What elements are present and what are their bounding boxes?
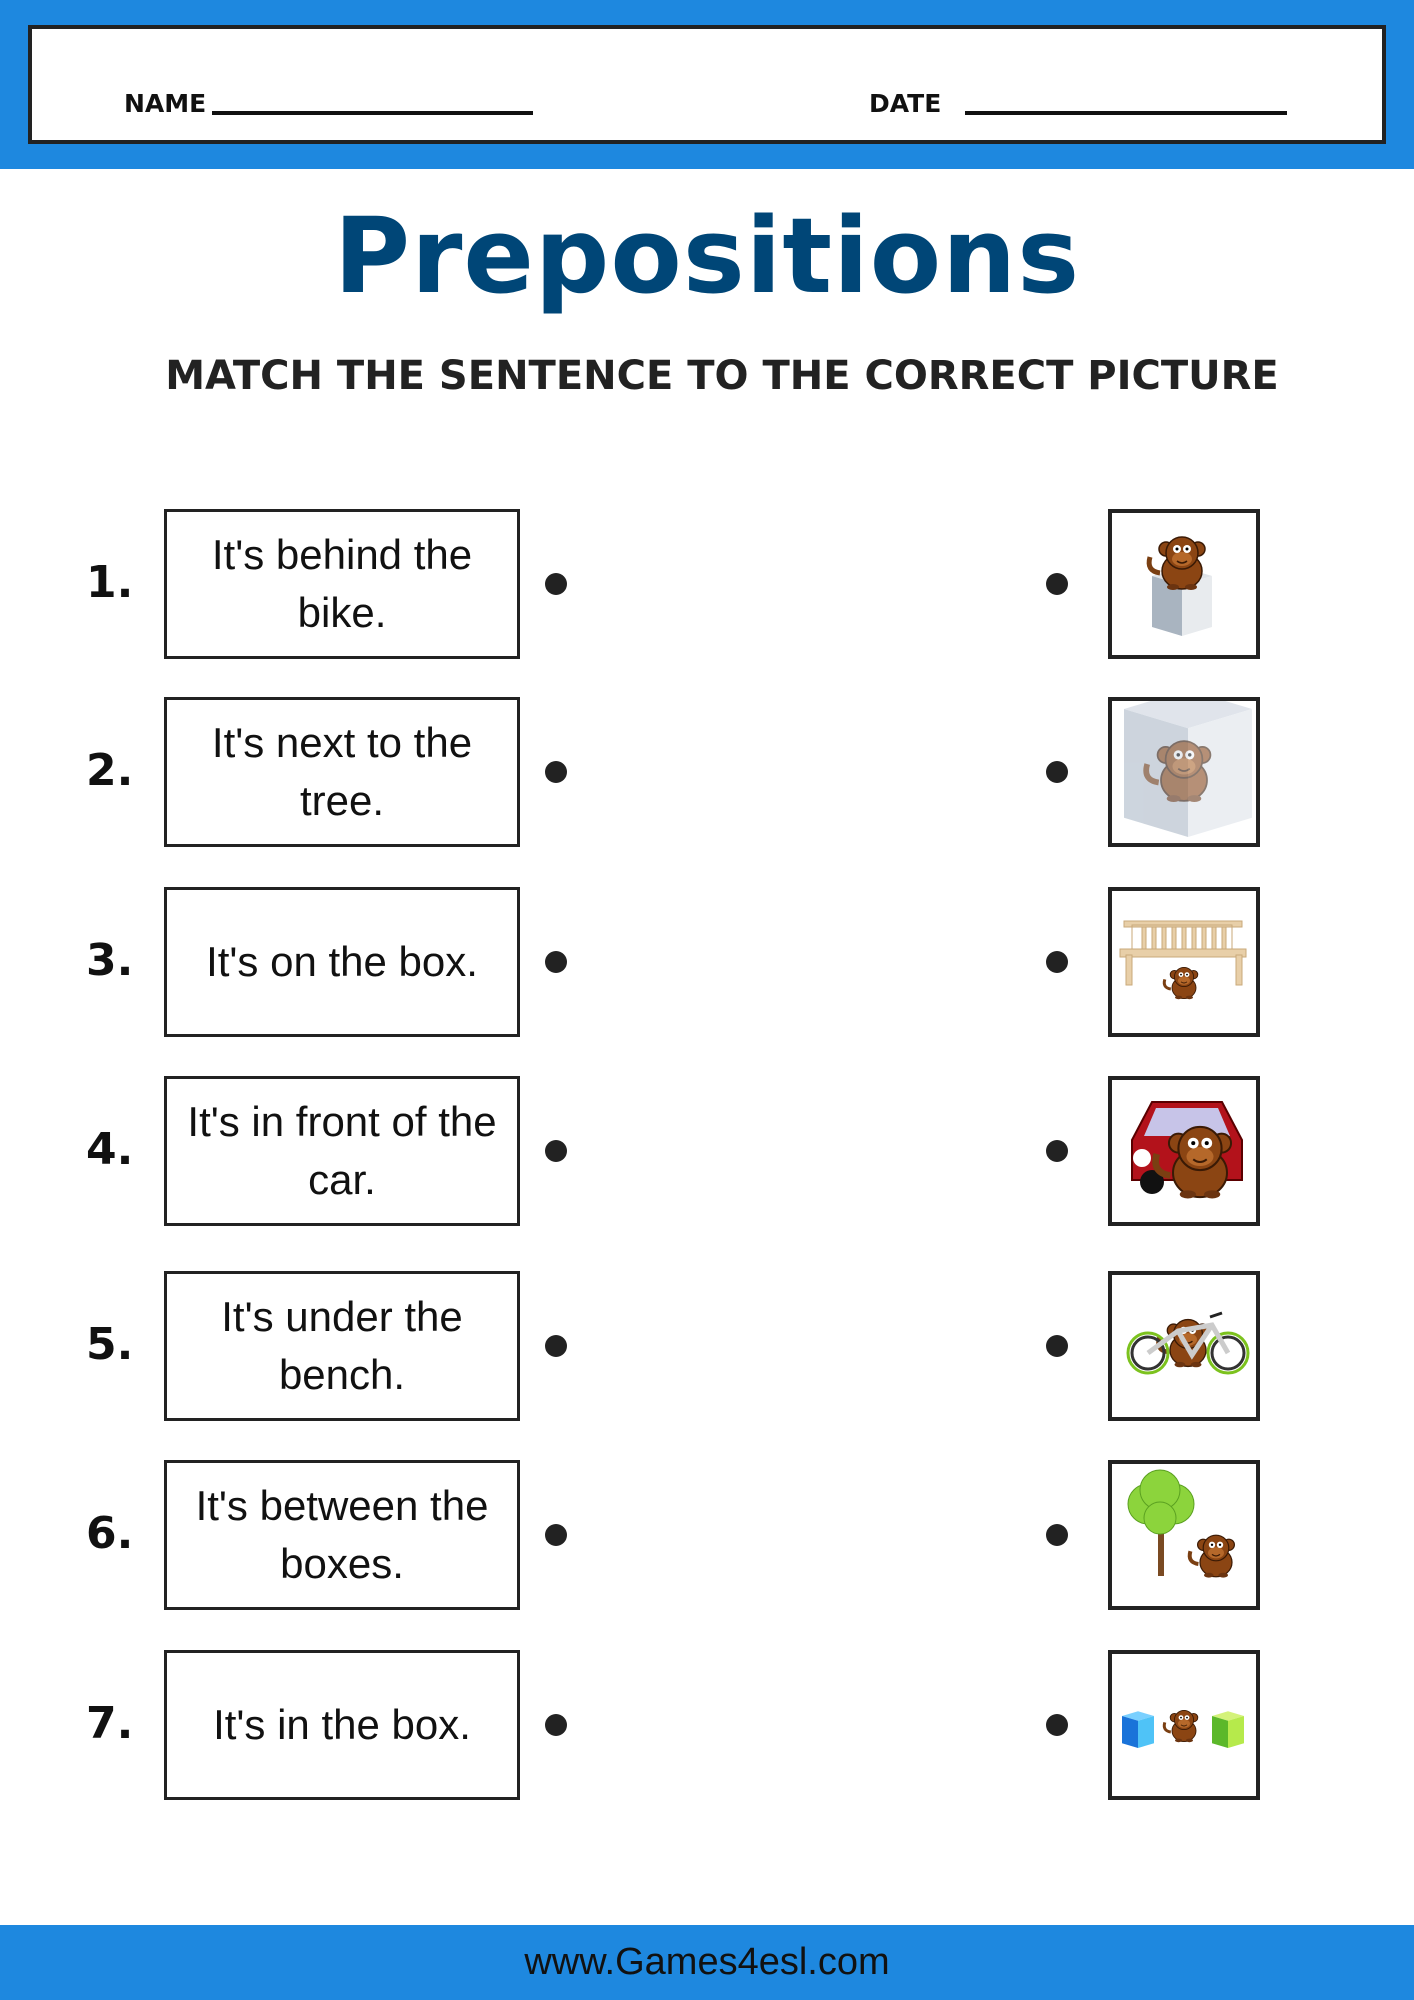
- sentence-box: [164, 1650, 520, 1800]
- match-row: [0, 509, 1414, 659]
- sentence-box: [164, 509, 520, 659]
- picture-match-dot[interactable]: [1046, 1140, 1068, 1162]
- sentence-text: It's under the bench.: [221, 1293, 463, 1398]
- sentence-box: [164, 887, 520, 1037]
- sentence-match-dot[interactable]: [545, 1140, 567, 1162]
- sentence-match-dot[interactable]: [545, 951, 567, 973]
- picture-match-dot[interactable]: [1046, 1714, 1068, 1736]
- sentence-box: [164, 1076, 520, 1226]
- name-line[interactable]: [212, 111, 533, 115]
- sentence-text: It's next to the tree.: [211, 719, 473, 824]
- picture-match-dot[interactable]: [1046, 761, 1068, 783]
- sentence-text: It's in front of the car.: [187, 1098, 497, 1203]
- sentence-match-dot[interactable]: [545, 1714, 567, 1736]
- sentence-text: It's behind the bike.: [211, 531, 473, 636]
- picture-box: [1108, 887, 1260, 1037]
- sentence-box: [164, 1460, 520, 1610]
- match-row: [0, 1271, 1414, 1421]
- monkey-between-boxes-icon: [1112, 1654, 1256, 1796]
- item-number: 2.: [86, 745, 134, 796]
- instruction: MATCH THE SENTENCE TO THE CORRECT PICTURE: [165, 353, 1279, 399]
- picture-box: [1108, 509, 1260, 659]
- monkey-next-to-tree-icon: [1112, 1464, 1256, 1606]
- picture-box: [1108, 1271, 1260, 1421]
- footer-url: www.Games4esl.com: [524, 1941, 890, 1983]
- picture-match-dot[interactable]: [1046, 951, 1068, 973]
- monkey-in-front-of-car-icon: [1112, 1080, 1256, 1222]
- picture-box: [1108, 697, 1260, 847]
- footer: [0, 1925, 1414, 2000]
- item-number: 7.: [86, 1698, 134, 1749]
- item-number: 4.: [86, 1124, 134, 1175]
- monkey-on-box-icon: [1112, 513, 1256, 655]
- match-row: [0, 1076, 1414, 1226]
- match-row: [0, 1650, 1414, 1800]
- match-row: [0, 887, 1414, 1037]
- sentence-text: It's between the boxes.: [195, 1482, 489, 1587]
- name-date-box: [28, 25, 1386, 144]
- sentence-text: It's on the box.: [206, 938, 478, 985]
- date-label: DATE: [869, 89, 942, 118]
- date-line[interactable]: [965, 111, 1287, 115]
- picture-box: [1108, 1650, 1260, 1800]
- monkey-behind-bike-icon: [1112, 1275, 1256, 1417]
- item-number: 6.: [86, 1508, 134, 1559]
- item-number: 3.: [86, 935, 134, 986]
- picture-match-dot[interactable]: [1046, 573, 1068, 595]
- picture-box: [1108, 1076, 1260, 1226]
- name-label: NAME: [124, 89, 207, 118]
- picture-match-dot[interactable]: [1046, 1335, 1068, 1357]
- picture-box: [1108, 1460, 1260, 1610]
- picture-match-dot[interactable]: [1046, 1524, 1068, 1546]
- sentence-text: It's in the box.: [213, 1701, 471, 1748]
- match-row: [0, 1460, 1414, 1610]
- sentence-match-dot[interactable]: [545, 1335, 567, 1357]
- sentence-box: [164, 697, 520, 847]
- monkey-in-box-icon: [1112, 701, 1256, 843]
- match-row: [0, 697, 1414, 847]
- sentence-match-dot[interactable]: [545, 761, 567, 783]
- item-number: 5.: [86, 1319, 134, 1370]
- sentence-match-dot[interactable]: [545, 1524, 567, 1546]
- sentence-match-dot[interactable]: [545, 573, 567, 595]
- sentence-box: [164, 1271, 520, 1421]
- monkey-under-bench-icon: [1112, 891, 1256, 1033]
- page-title: Prepositions: [333, 195, 1081, 317]
- item-number: 1.: [86, 557, 134, 608]
